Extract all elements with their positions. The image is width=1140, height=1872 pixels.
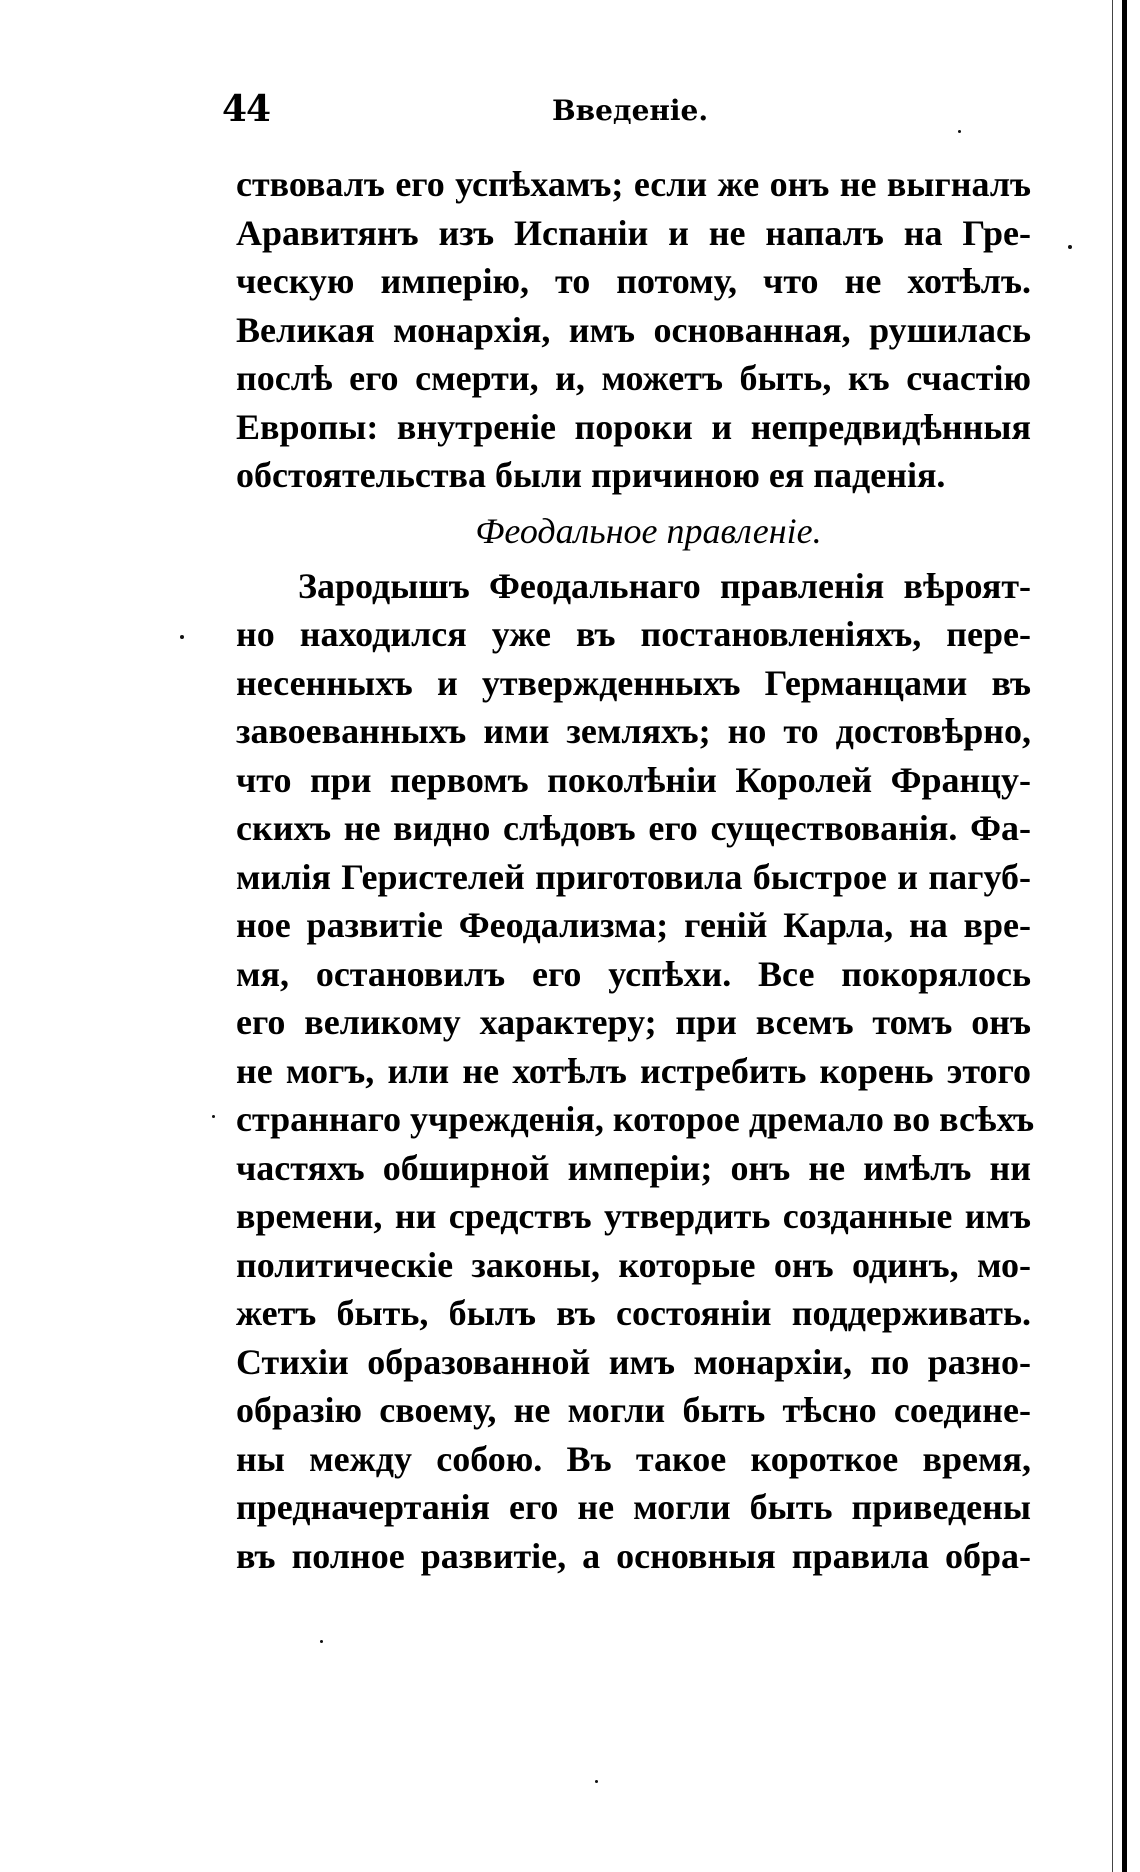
text-line: частяхъ обширной имперіи; онъ не имѣлъ ни: [236, 1147, 1031, 1188]
text-line: послѣ его смерти, и, можетъ быть, къ счастію: [236, 358, 1031, 398]
text-line: Великая монархія, имъ основанная, рушилась: [236, 309, 1031, 350]
text-line: образію своему, не могли быть тѣсно соедине-: [236, 1390, 1031, 1430]
scan-speck: [958, 130, 961, 133]
text-line: несенныхъ и утвержденныхъ Германцами въ: [236, 662, 1031, 703]
scan-speck: [320, 1640, 323, 1643]
text-line: времени, ни средствъ утвердить созданные имъ: [236, 1196, 1031, 1236]
text-line: что при первомъ поколѣніи Королей Францу-: [236, 759, 1031, 800]
scan-speck: [180, 635, 184, 639]
text-line: ное развитіе Феодализма; геній Карла, на вре-: [236, 905, 1031, 945]
paragraph-2: [236, 562, 1035, 1581]
text-line: въ полное развитіе, а основныя правила обра-: [236, 1535, 1031, 1576]
text-line: политическіе законы, которые онъ одинъ, мо-: [236, 1244, 1031, 1285]
gutter-edge-line: [1122, 0, 1127, 1872]
scan-speck: [1068, 245, 1072, 249]
text-line: страннаго учрежденія, которое дремало во всѣхъ: [236, 1099, 1035, 1139]
text-line: мя, остановилъ его успѣхи. Все покорялось: [236, 953, 1031, 994]
text-line: завоеванныхъ ими земляхъ; но то достовѣрно,: [236, 711, 1031, 751]
text-line: Европы: внутреніе пороки и непредвидѣнныя: [236, 406, 1031, 447]
body-text: [236, 160, 1035, 1580]
text-line: Зародышъ Феодальнаго правленія вѣроят-: [298, 565, 1031, 606]
text-line: но находился уже въ постановленіяхъ, пере-: [236, 614, 1031, 654]
text-line: не могъ, или не хотѣлъ истребить корень этого: [236, 1050, 1031, 1091]
section-heading: Феодальное правленіе.: [475, 510, 822, 551]
text-line: ческую имперію, то потому, что не хотѣлъ.: [236, 261, 1031, 301]
text-line: ствовалъ его успѣхамъ; если же онъ не выгналъ: [236, 164, 1031, 204]
text-line: милія Геристелей приготовила быстрое и пагуб-: [236, 856, 1031, 897]
page-number: 44: [222, 88, 271, 130]
text-line: Аравитянъ изъ Испаніи и не напалъ на Гре-: [236, 212, 1031, 253]
text-line: Стихіи образованной имъ монархіи, по разно-: [236, 1341, 1031, 1382]
text-line: его великому характеру; при всемъ томъ онъ: [236, 1002, 1031, 1042]
scan-speck: [595, 1780, 598, 1783]
paragraph-1: [236, 160, 1031, 500]
text-line: жетъ быть, былъ въ состояніи поддерживать.: [236, 1293, 1031, 1333]
text-line: ны между собою. Въ такое короткое время,: [236, 1438, 1031, 1479]
text-line: предначертанія его не могли быть приведены: [236, 1487, 1031, 1527]
gutter-shadow-line: [1112, 0, 1113, 1872]
scan-speck: [212, 1115, 215, 1118]
text-line: обстоятельства были причиною ея паденія.: [236, 455, 946, 495]
running-title: Введеніе.: [552, 94, 709, 127]
running-head: [222, 88, 1022, 148]
text-line: скихъ не видно слѣдовъ его существованія. Фа-: [236, 808, 1031, 848]
